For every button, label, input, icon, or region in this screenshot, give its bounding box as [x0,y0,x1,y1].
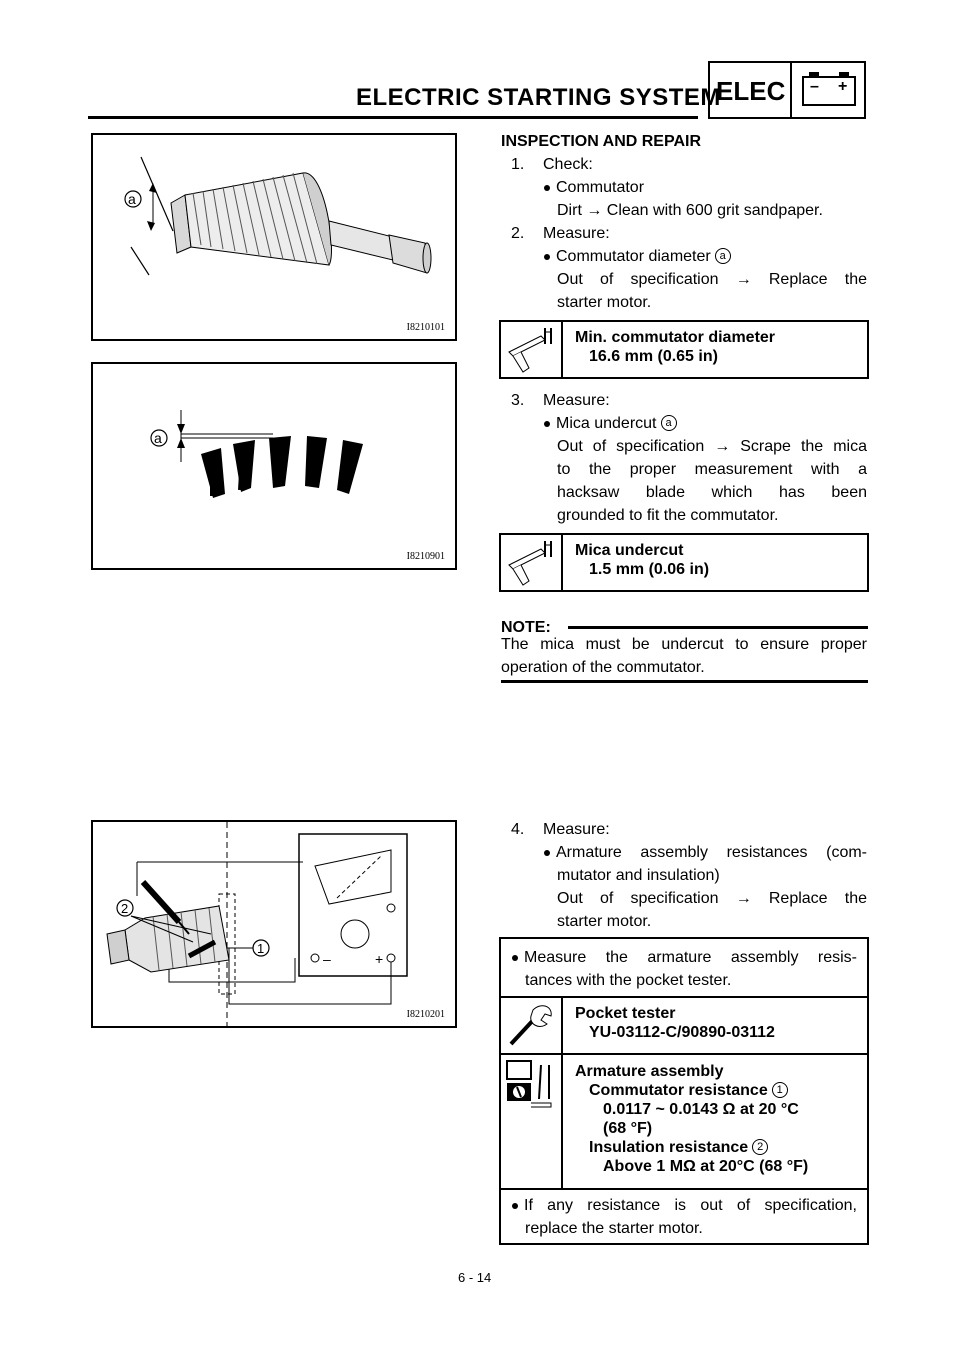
step-1-detail: Dirt → Clean with 600 grit sandpaper. [557,202,823,219]
spec-1-value: 16.6 mm (0.65 in) [589,348,718,365]
ref-a-badge: a [661,415,677,431]
insulation-resistance-value: Above 1 MΩ at 20°C (68 °F) [603,1158,809,1175]
bullet-icon [512,955,518,961]
step-4-item-line2: mutator and insulation) [557,867,720,884]
step-3-line3: hacksaw blade which has been [557,484,867,501]
ref-1-badge: 1 [772,1082,788,1098]
armature-title: Armature assembly [575,1063,724,1080]
meter-plus-label: + [375,951,384,967]
page-header-title: ELECTRIC STARTING SYSTEM [356,84,721,111]
step-2-detail-line1: Out of specification → Replace the [557,271,867,288]
tool-value: YU-03112-C/90890-03112 [589,1024,775,1041]
caliper-icon [501,535,563,590]
commutator-resistance-row [575,1081,808,1100]
mica-undercut-illustration [93,364,455,568]
bullet-icon [544,421,550,427]
step-3-item-text: Mica undercut [556,415,657,432]
step-1-item-text: Commutator [556,179,645,196]
figure-mica-undercut [91,362,457,570]
step-1-item [544,176,644,199]
box-bullet-2-line1 [512,1194,857,1217]
step-3-line4: grounded to fit the commutator. [557,507,779,524]
step-4-title: Measure: [543,821,610,838]
insulation-resistance-label: Insulation resistance [589,1139,749,1156]
procedure-box [499,937,869,1245]
bullet-icon [544,254,550,260]
page-number: 6 - 14 [458,1270,492,1285]
spec-2-text [575,541,709,579]
step-2-number: 2. [511,225,525,242]
section-badge [708,61,866,119]
section-badge-label: ELEC [716,76,786,106]
ref-2-badge: 2 [752,1139,768,1155]
caliper-icon [501,322,563,377]
figure-id: I8210901 [406,551,445,562]
armature-tester-illustration [93,822,455,1026]
multimeter-icon [501,1055,561,1115]
battery-plus-label: + [838,78,848,95]
spec-2-value: 1.5 mm (0.06 in) [589,561,710,578]
spec-2-title: Mica undercut [575,542,684,559]
step-3-line2: to the proper measurement with a [557,461,867,478]
step-3-item [544,412,677,435]
step-3-line1: Out of specification → Scrape the mica [557,438,867,455]
note-rule-bottom [501,680,868,683]
figure-commutator-diameter [91,133,457,341]
spec-box-mica-undercut [499,533,869,592]
note-label: NOTE: [501,619,551,636]
note-rule-top [568,626,868,629]
figure-armature-resistance [91,820,457,1028]
step-2-title: Measure: [543,225,610,242]
bullet-icon [544,850,550,856]
note-line2: operation of the commutator. [501,659,705,676]
step-4-detail-line2: starter motor. [557,913,652,930]
step-2-item-text: Commutator diameter [556,248,711,265]
step-4-detail-line1: Out of specification → Replace the [557,890,867,907]
box-bullet-1-text: Measure the armature assembly resis- [524,949,857,966]
box-bullet-1-line1 [512,946,857,969]
box-bullet-1-line2: tances with the pocket tester. [525,972,732,989]
insulation-resistance-row [575,1138,808,1157]
tool-title: Pocket tester [575,1005,676,1022]
box-divider [501,1188,867,1190]
step-2-detail-line2: starter motor. [557,294,652,311]
spec-box-commutator-diameter [499,320,869,379]
step-3-title: Measure: [543,392,610,409]
bullet-icon [512,1203,518,1209]
armature-spec-text [575,1062,808,1176]
ref-a-badge: a [715,248,731,264]
step-4-item-text: Armature assembly resistances (com- [556,844,867,861]
bullet-icon [544,185,550,191]
header-rule [88,116,698,119]
callout-1-label: 1 [257,941,265,956]
commutator-resistance-value-1: 0.0117 ~ 0.0143 Ω at 20 °C [603,1101,799,1118]
commutator-resistance-label: Commutator resistance [589,1082,768,1099]
battery-minus-label: – [810,78,819,95]
tool-spec-text [575,1004,775,1042]
meter-minus-label: – [323,951,331,967]
battery-icon [792,63,866,117]
spec-1-text [575,328,775,366]
note-line1: The mica must be undercut to ensure proper [501,636,867,653]
wrench-icon [501,998,563,1054]
step-3-number: 3. [511,392,525,409]
step-1-number: 1. [511,156,525,173]
section-heading: INSPECTION AND REPAIR [501,133,702,150]
step-2-item [544,245,731,268]
figure-id: I8210101 [406,322,445,333]
figure-id: I8210201 [406,1009,445,1020]
box-bullet-2-text: If any resistance is out of specification, [524,1197,857,1214]
step-4-item-line1 [544,841,867,864]
spec-1-title: Min. commutator diameter [575,329,776,346]
step-1-title: Check: [543,156,593,173]
callout-2-label: 2 [121,901,129,916]
callout-a-label: a [128,191,136,207]
step-4-number: 4. [511,821,525,838]
commutator-resistance-value-2: (68 °F) [603,1120,653,1137]
armature-illustration [93,135,455,339]
callout-a-label: a [154,430,162,446]
multimeter-spec-icon-cell [501,1055,563,1189]
box-bullet-2-line2: replace the starter motor. [525,1220,703,1237]
